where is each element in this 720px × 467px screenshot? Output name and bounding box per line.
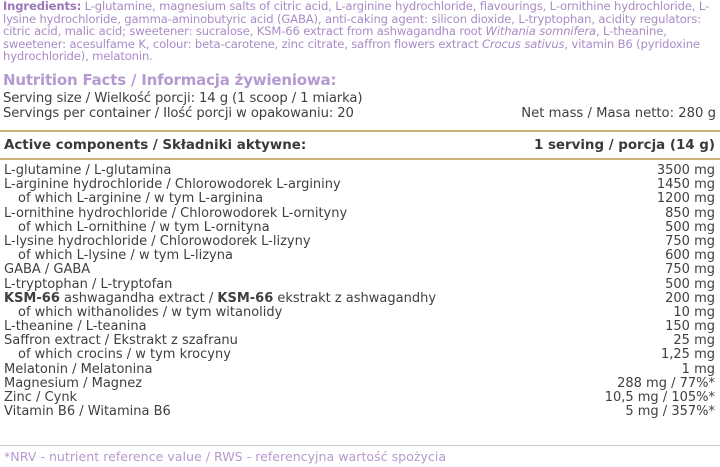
table-row bbox=[0, 249, 720, 263]
ingredients-list-part: , vitamin B6 (pyridoxine hydrochloride), melatonin. bbox=[3, 36, 700, 64]
component-value: 750 mg bbox=[665, 233, 715, 249]
serving-column-header: 1 serving / porcja (14 g) bbox=[533, 138, 715, 153]
servings-per-container: Servings per container / Ilość porcji w opakowaniu: 20 bbox=[3, 106, 354, 121]
component-value: 600 mg bbox=[665, 248, 715, 264]
component-value: 3500 mg bbox=[656, 163, 715, 178]
latin-name: Withania somnifera bbox=[485, 24, 596, 39]
table-row bbox=[0, 263, 720, 277]
component-name: L-tryptophan / L-tryptofan bbox=[4, 276, 173, 292]
table-row bbox=[0, 164, 720, 178]
component-name-part: ekstrakt z ashwagandhy bbox=[273, 290, 437, 306]
component-name: L-ornithine hydrochloride / Chlorowodorek L-ornityny bbox=[4, 205, 348, 221]
table-row bbox=[0, 405, 720, 419]
nrv-footnote: *NRV - nutrient reference value / RWS - referencyjna wartość spożycia bbox=[4, 449, 447, 464]
ingredients-text bbox=[3, 0, 719, 63]
component-value: 500 mg bbox=[665, 276, 715, 292]
nutrition-facts-title: Nutrition Facts / Informacja żywieniowa: bbox=[3, 71, 337, 89]
table-row bbox=[0, 363, 720, 377]
components-table bbox=[0, 164, 720, 419]
component-name: Melatonin / Melatonina bbox=[4, 361, 153, 377]
ingredients-list-part: , L-theanine, sweetener: acesulfame K, colour: beta-carotene, zinc citrate, saffron flowers extract bbox=[3, 24, 667, 51]
component-value: 10 mg bbox=[673, 304, 715, 320]
component-value: 1200 mg bbox=[656, 191, 715, 207]
divider bbox=[0, 158, 720, 160]
table-row bbox=[0, 178, 720, 192]
component-name: of which L-arginine / w tym L-arginina bbox=[18, 191, 264, 207]
component-name: Zinc / Cynk bbox=[4, 390, 78, 405]
component-name: of which L-lysine / w tym L-lizyna bbox=[18, 248, 233, 264]
component-value: 150 mg bbox=[665, 319, 715, 335]
table-row bbox=[0, 207, 720, 221]
component-name: Vitamin B6 / Witamina B6 bbox=[4, 404, 171, 420]
latin-name: Crocus sativus bbox=[481, 36, 565, 51]
component-value: 10,5 mg / 105%* bbox=[604, 390, 715, 405]
table-row bbox=[0, 334, 720, 348]
component-name: L-glutamine / L-glutamina bbox=[4, 163, 172, 178]
component-name: of which L-ornithine / w tym L-ornityna bbox=[18, 219, 270, 235]
component-name bbox=[4, 292, 436, 306]
table-row bbox=[0, 391, 720, 405]
component-value: 1450 mg bbox=[656, 177, 715, 193]
active-components-header: Active components / Składniki aktywne: bbox=[4, 138, 307, 153]
component-value: 1,25 mg bbox=[661, 347, 715, 363]
component-value: 25 mg bbox=[673, 333, 715, 349]
table-row bbox=[0, 377, 720, 391]
component-name: L-arginine hydrochloride / Chlorowodorek L-argininy bbox=[4, 177, 341, 193]
divider bbox=[0, 130, 720, 132]
component-value: 288 mg / 77%* bbox=[617, 375, 715, 391]
net-mass: Net mass / Masa netto: 280 g bbox=[521, 106, 716, 121]
component-name: L-theanine / L-teanina bbox=[4, 319, 147, 335]
component-name: GABA / GABA bbox=[4, 262, 91, 278]
table-row bbox=[0, 292, 720, 306]
component-name: Magnesium / Magnez bbox=[4, 375, 143, 391]
component-value: 200 mg bbox=[665, 290, 715, 306]
brand-name: KSM-66 bbox=[217, 290, 274, 306]
component-value: 5 mg / 357%* bbox=[625, 404, 715, 420]
table-row bbox=[0, 320, 720, 334]
component-value: 500 mg bbox=[665, 219, 715, 235]
serving-size: Serving size / Wielkość porcji: 14 g (1 scoop / 1 miarka) bbox=[3, 91, 363, 106]
component-name-part: ashwagandha extract / bbox=[59, 290, 218, 306]
table-row bbox=[0, 306, 720, 320]
table-row bbox=[0, 278, 720, 292]
divider bbox=[0, 445, 720, 446]
brand-name: KSM-66 bbox=[4, 290, 60, 306]
component-name: of which crocins / w tym krocyny bbox=[18, 347, 231, 363]
table-row bbox=[0, 235, 720, 249]
component-name: of which withanolides / w tym witanolidy bbox=[18, 304, 283, 320]
table-row bbox=[0, 221, 720, 235]
ingredients-list-part: L-glutamine, magnesium salts of citric acid, L-arginine hydrochloride, flavourings, L-ornithine hydrochloride, L-lysine hydrochloride, gamma-aminobutyric acid (GABA), anti-caking agent: silicon dioxide, L-tryptophan, acidity regulators: citric acid, malic acid; sweetener: sucralose, KSM-66 extract from ashwagandha root bbox=[3, 0, 709, 39]
component-name: L-lysine hydrochloride / Chlorowodorek L-lizyny bbox=[4, 233, 311, 249]
table-row bbox=[0, 348, 720, 362]
component-value: 750 mg bbox=[665, 262, 715, 278]
table-row bbox=[0, 192, 720, 206]
ingredients-label: Ingredients: bbox=[3, 0, 82, 13]
component-name: Saffron extract / Ekstrakt z szafranu bbox=[4, 333, 238, 349]
component-value: 1 mg bbox=[681, 361, 715, 377]
component-value: 850 mg bbox=[665, 205, 715, 221]
